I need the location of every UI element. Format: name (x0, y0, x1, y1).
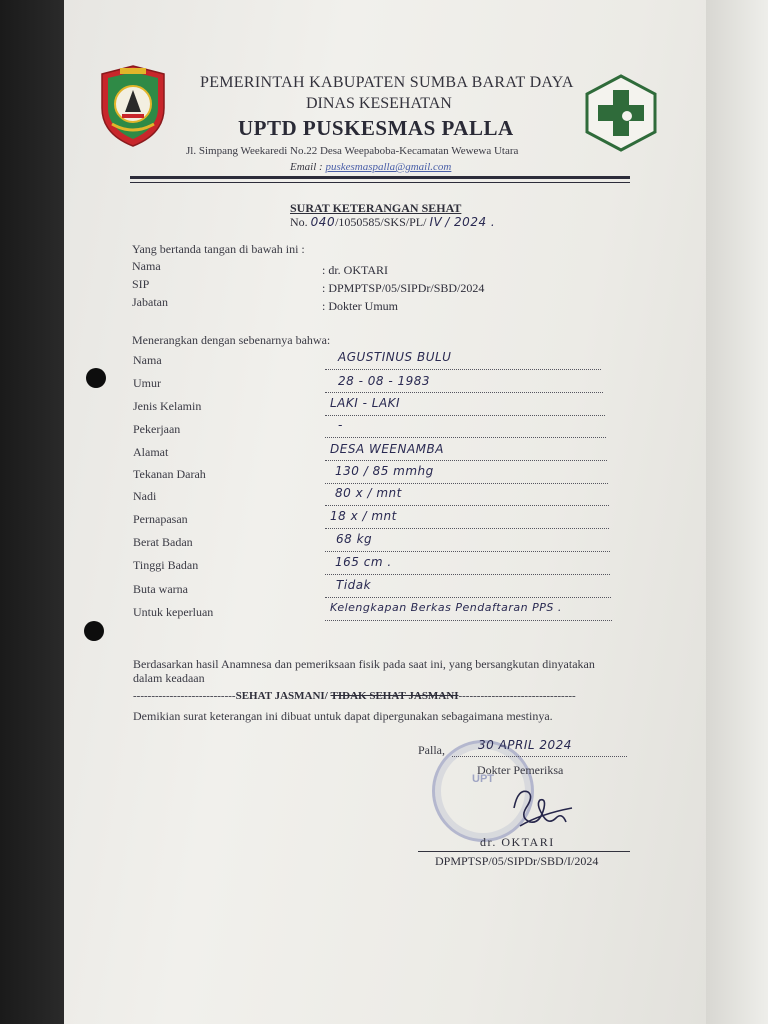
email-label: Email : (290, 161, 323, 173)
signature-rule (418, 851, 630, 852)
signatory-label-name: Nama (132, 259, 161, 273)
patient-value-age: 28 - 08 - 1983 (338, 374, 430, 388)
signatory-label-role: Jabatan (132, 295, 168, 309)
handwritten-signature-icon (500, 778, 580, 843)
punch-hole-bottom (84, 621, 104, 641)
patient-label-occupation: Pekerjaan (133, 422, 181, 436)
patient-label-respiration: Pernapasan (133, 512, 188, 526)
patient-value-color-blind: Tidak (336, 578, 372, 592)
patient-label-purpose: Untuk keperluan (133, 605, 214, 619)
header-rule-thin (130, 182, 630, 183)
number-handwritten: 040 (310, 215, 336, 229)
number-month: IV (429, 215, 443, 229)
regency-emblem-icon (98, 64, 168, 153)
number-year: / 2024 . (445, 215, 496, 229)
patient-value-respiration: 18 x / mnt (330, 509, 397, 523)
dotted-line (325, 483, 608, 484)
conclusion-text: Berdasarkan hasil Anamnesa dan pemeriksaan fisik pada saat ini, yang bersangkutan dinyatakan (133, 657, 595, 671)
signatory-label-sip: SIP (132, 277, 150, 291)
dotted-line (325, 620, 612, 621)
dotted-line (325, 415, 605, 416)
patient-label-name: Nama (133, 353, 162, 367)
dotted-line (325, 460, 607, 461)
signature-name: dr. OKTARI (480, 835, 555, 849)
status-not-healthy-struck: TIDAK SEHAT JASMANI (330, 690, 459, 702)
health-cross-icon (585, 74, 657, 157)
patient-label-age: Umur (133, 376, 161, 390)
stamp-text: UPT (472, 773, 494, 785)
patient-value-occupation: - (338, 418, 343, 432)
header-government: PEMERINTAH KABUPATEN SUMBA BARAT DAYA (200, 74, 574, 91)
dotted-line (325, 528, 609, 529)
header-email (290, 161, 451, 173)
patient-label-weight: Berat Badan (133, 535, 193, 549)
signatory-value-role: : Dokter Umum (322, 299, 398, 313)
document-title: SURAT KETERANGAN SEHAT (290, 201, 462, 215)
patient-value-purpose: Kelengkapan Berkas Pendaftaran PPS . (330, 601, 562, 614)
patient-value-address: DESA WEENAMBA (330, 442, 444, 456)
signature-date: 30 APRIL 2024 (478, 738, 572, 752)
dotted-line (325, 437, 606, 438)
signature-role: Dokter Pemeriksa (477, 763, 564, 777)
patient-value-blood-pressure: 130 / 85 mmhg (335, 464, 434, 478)
signature-place: Palla, (418, 743, 445, 757)
patient-label-gender: Jenis Kelamin (133, 399, 202, 413)
header-institution: UPTD PUSKESMAS PALLA (238, 116, 514, 140)
status-dashes-right: -------------------------------- (458, 690, 576, 702)
patient-label-blood-pressure: Tekanan Darah (133, 467, 206, 481)
dotted-line (325, 369, 601, 370)
header-department: DINAS KESEHATAN (306, 95, 452, 112)
closing-statement: Demikian surat keterangan ini dibuat untuk dapat dipergunakan sebagaimana mestinya. (133, 709, 553, 723)
number-code: /1050585/SKS/PL/ (335, 215, 427, 229)
signature-sip: DPMPTSP/05/SIPDr/SBD/I/2024 (435, 854, 599, 868)
patient-value-pulse: 80 x / mnt (335, 486, 402, 500)
patient-intro: Menerangkan dengan sebenarnya bahwa: (132, 333, 331, 347)
patient-value-height: 165 cm . (335, 555, 392, 569)
dotted-line (325, 505, 609, 506)
header-address: Jl. Simpang Weekaredi No.22 Desa Weepaboba-Kecamatan Wewewa Utara (186, 145, 519, 157)
dotted-line (325, 597, 611, 598)
patient-label-height: Tinggi Badan (133, 558, 199, 572)
number-prefix: No. (290, 215, 308, 229)
background-left (0, 0, 64, 1024)
email-link[interactable]: puskesmaspalla@gmail.com (325, 161, 452, 173)
signatory-intro: Yang bertanda tangan di bawah ini : (132, 242, 305, 256)
patient-label-color-blind: Buta warna (133, 582, 188, 596)
dotted-line (452, 756, 627, 757)
signatory-value-sip: : DPMPTSP/05/SIPDr/SBD/2024 (322, 281, 485, 295)
background-right (706, 0, 768, 1024)
dotted-line (325, 551, 610, 552)
signatory-value-name: : dr. OKTARI (322, 263, 389, 277)
dotted-line (325, 574, 610, 575)
patient-value-name: AGUSTINUS BULU (338, 350, 452, 364)
patient-label-address: Alamat (133, 445, 169, 459)
header-rule-thick (130, 176, 630, 179)
document-number (290, 215, 495, 230)
dotted-line (325, 392, 603, 393)
conclusion-text-2: dalam keadaan (133, 671, 205, 685)
patient-value-weight: 68 kg (336, 532, 373, 546)
status-healthy: SEHAT JASMANI/ (235, 690, 328, 702)
patient-label-pulse: Nadi (133, 489, 157, 503)
patient-value-gender: LAKI - LAKI (330, 396, 401, 410)
health-status-line (133, 690, 576, 702)
status-dashes-left: ---------------------------- (133, 690, 236, 702)
punch-hole-top (86, 368, 106, 388)
